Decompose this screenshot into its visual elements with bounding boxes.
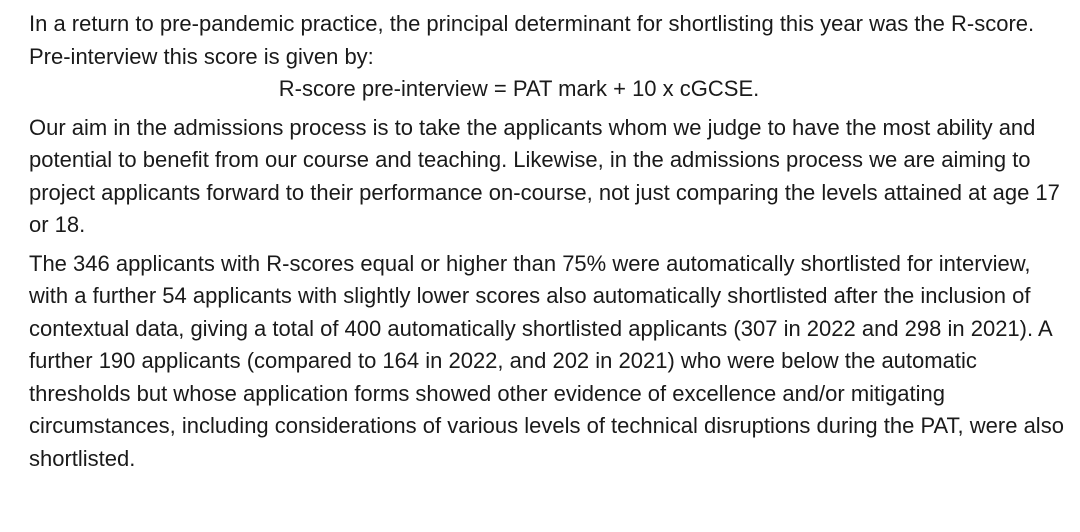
intro-paragraph: In a return to pre-pandemic practice, the principal determinant for shortlisting this year was the R-score. Pre-interview this score is given by: xyxy=(29,11,1035,69)
aim-paragraph: Our aim in the admissions process is to take the applicants whom we judge to have the most ability and potential to benefit from our course and teaching. Likewise, in the admissions process we are aiming to project applicants forward to their performance on-course, not just comparing the levels attained at age 17 or 18. xyxy=(29,114,1060,237)
shortlist-paragraph: The 346 applicants with R-scores equal or higher than 75% were automatically shortlisted for interview, with a further 54 applicants with slightly lower scores also automatically shortlisted after the inclusion of contextual data, giving a total of 400 automatically shortlisted applicants (307 in 2022 and 298 in 2021). A further 190 applicants (compared to 164 in 2022, and 202 in 2021) who were below the automatic thresholds but whose application forms showed other evidence of excellence and/or mitigating circumstances, including considerations of various levels of technical disruptions during the PAT, were also shortlisted. xyxy=(29,250,1064,471)
r-score-formula: R-score pre-interview = PAT mark + 10 x cGCSE. xyxy=(278,76,760,101)
document-body xyxy=(29,8,1069,475)
